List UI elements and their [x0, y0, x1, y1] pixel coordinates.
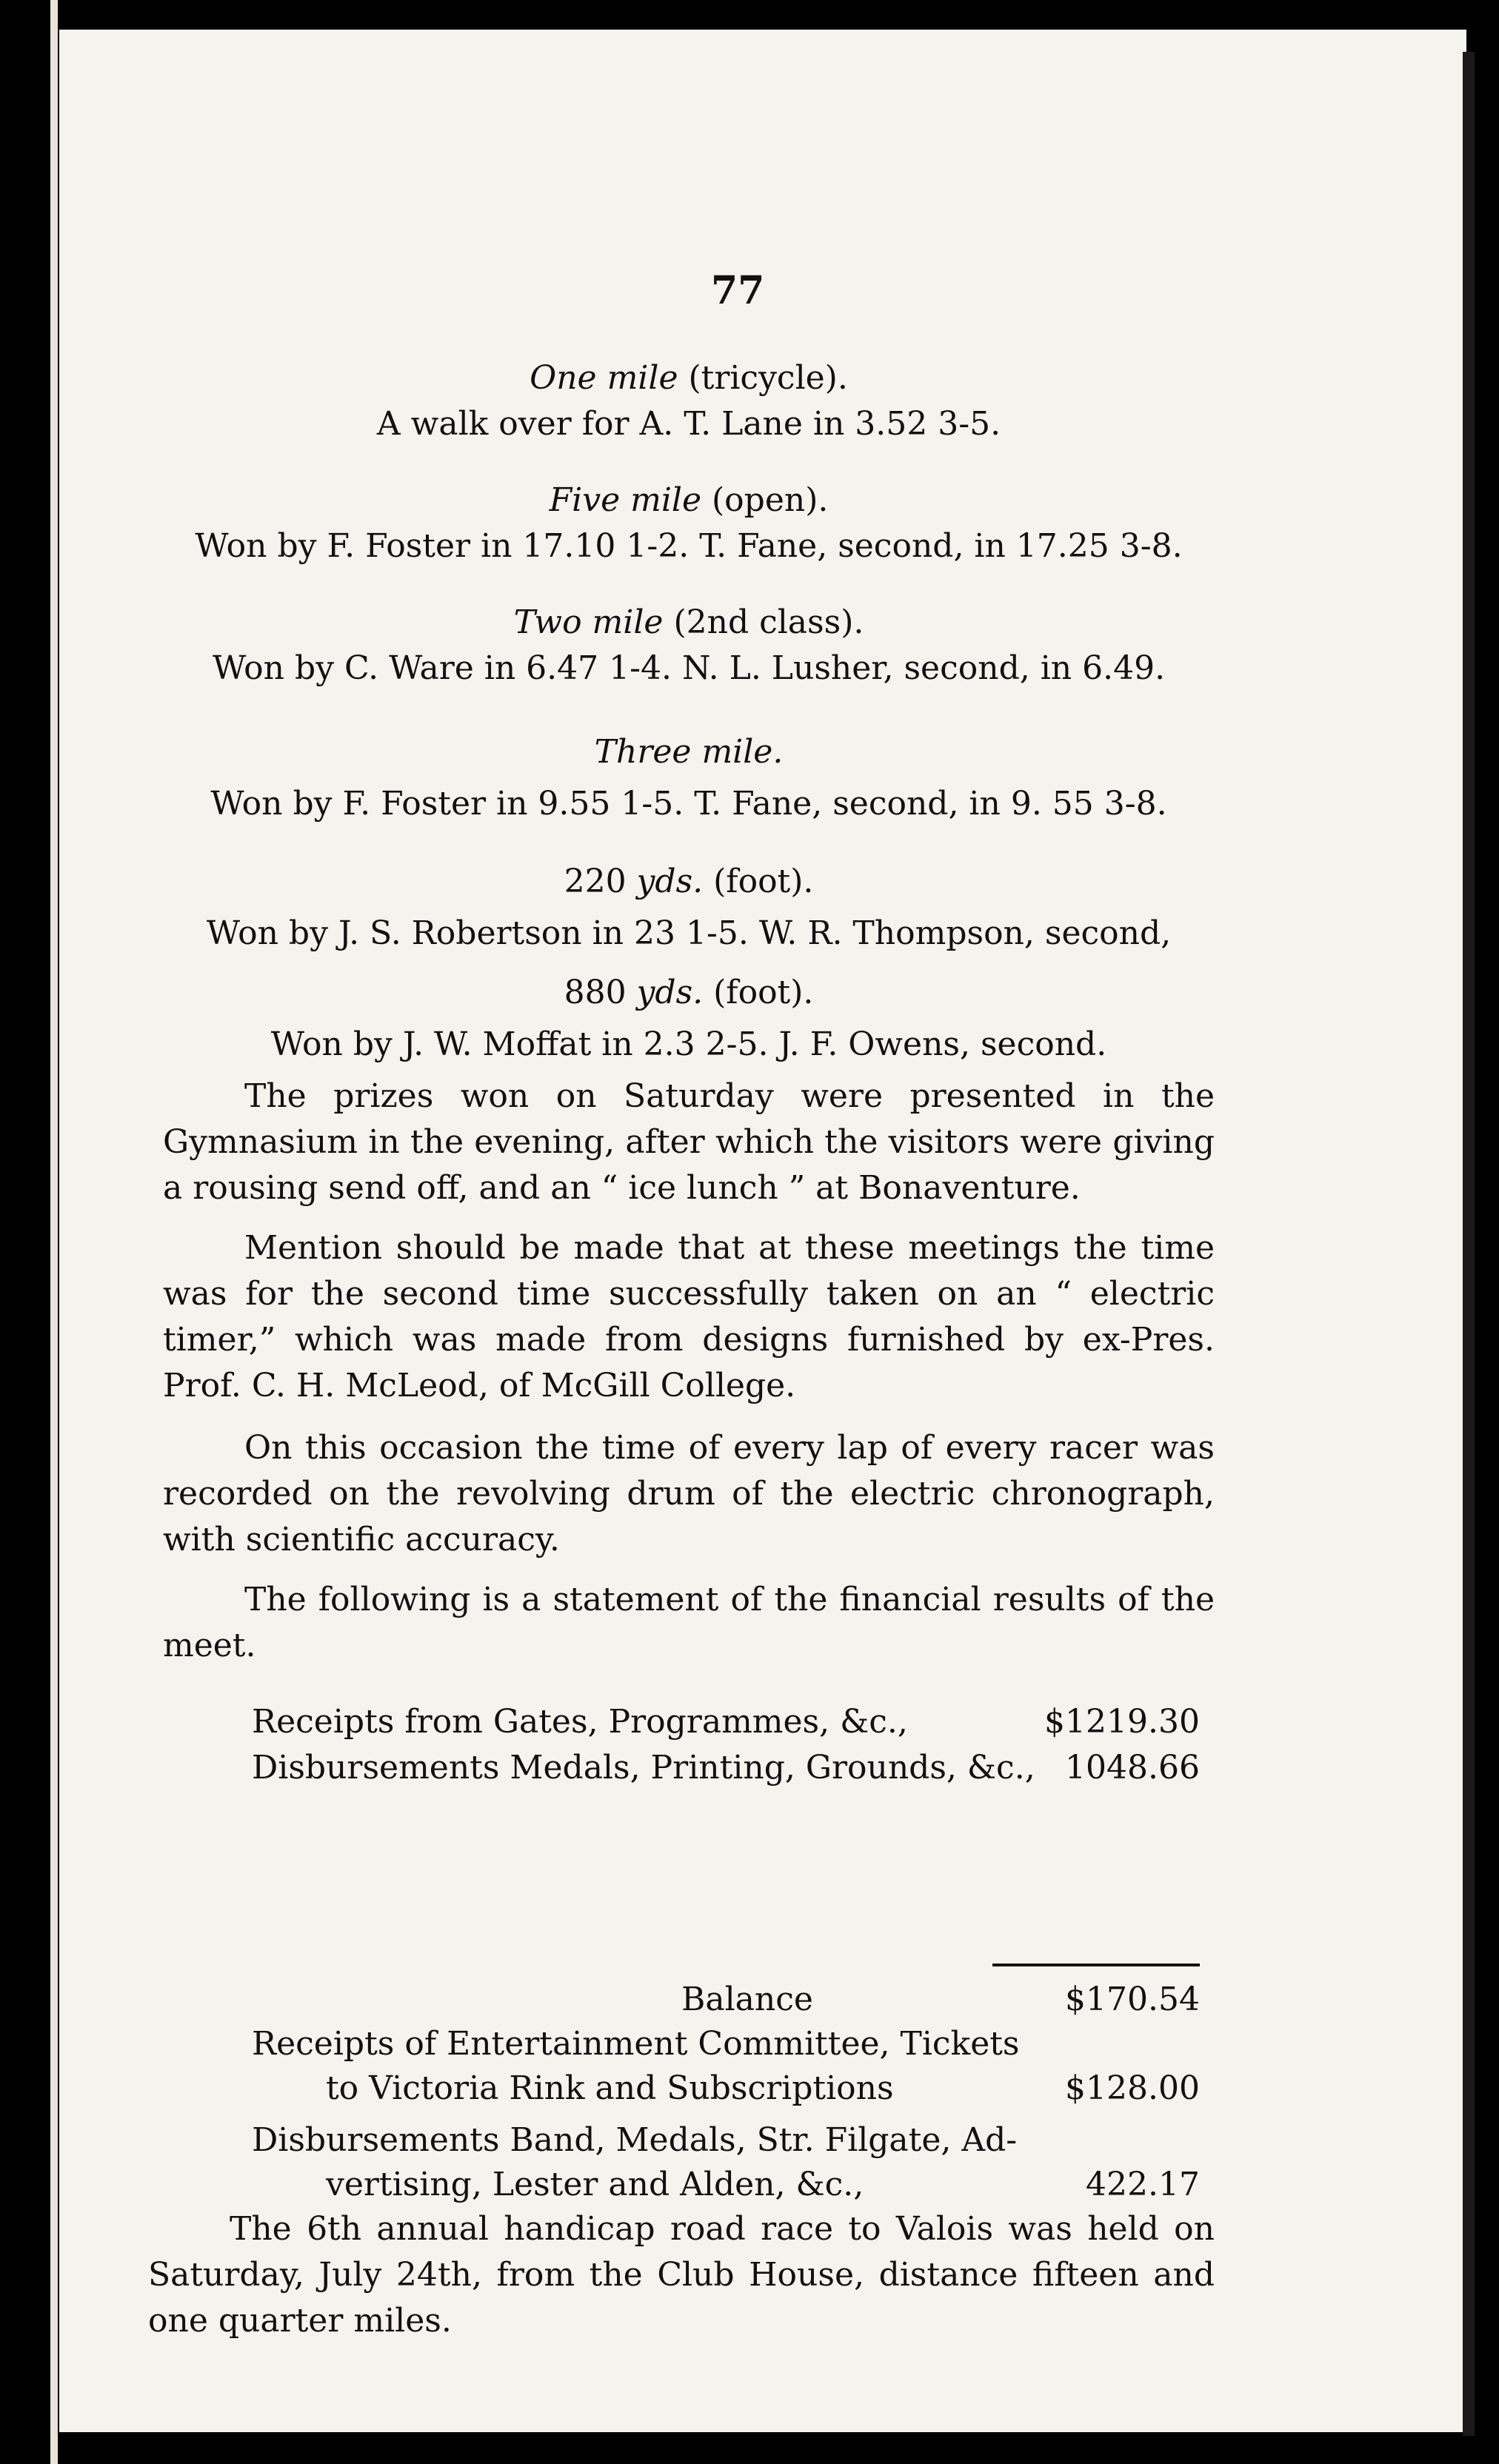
- race-heading: Two mile (2nd class).: [513, 603, 864, 641]
- financial-row: Disbursements Medals, Printing, Grounds, &c., 1048.66: [252, 1749, 1200, 1787]
- race-heading: Three mile.: [594, 733, 784, 771]
- race-result: Won by C. Ware in 6.47 1-4. N. L. Lusher, second, in 6.49.: [212, 649, 1166, 687]
- page-edge: [1463, 52, 1475, 2436]
- race-heading: Five mile (open).: [549, 481, 829, 519]
- race-heading: One mile (tricycle).: [530, 359, 848, 397]
- financial-row: Receipts of Entertainment Committee, Tickets: [252, 2025, 1020, 2063]
- race-result: Won by F. Foster in 17.10 1-2. T. Fane, second, in 17.25 3-8.: [195, 527, 1183, 565]
- paragraph: Mention should be made that at these meetings the time was for the second time successfully taken on an “ electric timer,” which was made from designs furnished by ex-Pres. Prof. C. H. McLeod, of McGill College.: [163, 1229, 1215, 1405]
- race-heading: 220 yds. (foot).: [564, 863, 814, 900]
- race-result: Won by J. W. Moffat in 2.3 2-5. J. F. Owens, second.: [270, 1025, 1107, 1063]
- financial-row: Receipts from Gates, Programmes, &c., $1219.30: [252, 1703, 1200, 1741]
- race-result: A walk over for A. T. Lane in 3.52 3-5.: [376, 405, 1001, 443]
- paragraph: On this occasion the time of every lap of every racer was recorded on the revolving drum of the electric chronograph, with scientific accuracy.: [163, 1429, 1215, 1559]
- sum-rule: [992, 1964, 1200, 1966]
- paragraph: The following is a statement of the financial results of the meet.: [163, 1581, 1215, 1664]
- paragraph: The 6th annual handicap road race to Valois was held on Saturday, July 24th, from the Club House, distance fifteen and one quarter miles.: [148, 2210, 1215, 2340]
- page-number: 77: [711, 268, 765, 313]
- paragraph: The prizes won on Saturday were presented in the Gymnasium in the evening, after which the visitors were giving a rousing send off, and an “ ice lunch ” at Bonaventure.: [163, 1077, 1215, 1207]
- race-result: Won by F. Foster in 9.55 1-5. T. Fane, second, in 9. 55 3-8.: [210, 785, 1167, 823]
- book-spine: [50, 0, 58, 2464]
- race-heading: 880 yds. (foot).: [564, 974, 814, 1011]
- race-result: Won by J. S. Robertson in 23 1-5. W. R. Thompson, second,: [206, 914, 1172, 952]
- financial-row: Disbursements Band, Medals, Str. Filgate, Ad-: [252, 2121, 1018, 2159]
